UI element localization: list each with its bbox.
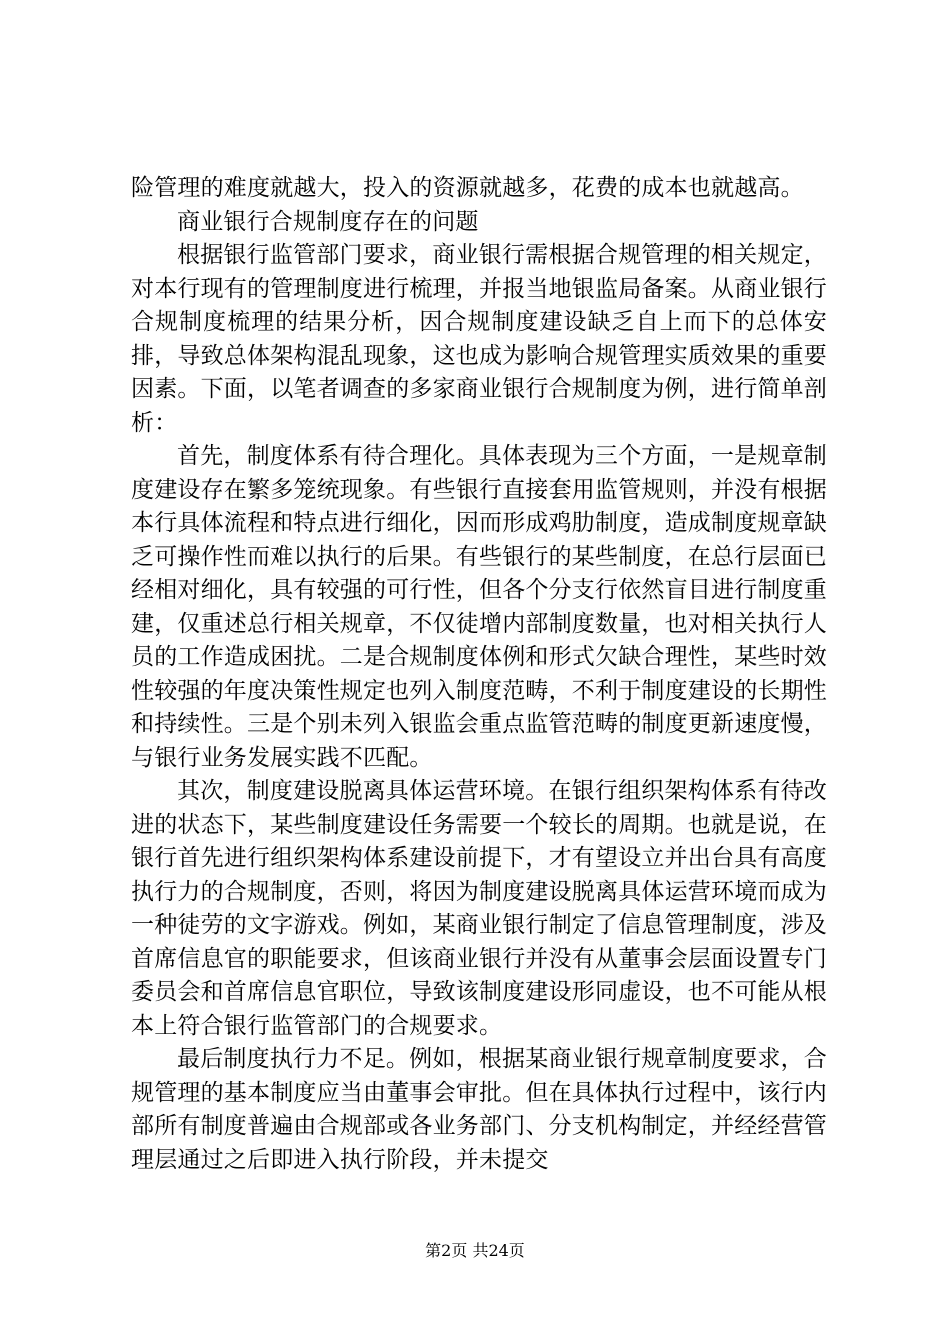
paragraph-first-point: 首先，制度体系有待合理化。具体表现为三个方面，一是规章制度建设存在繁多笼统现象。有些银行直接套用监管规则，并没有根据本行具体流程和特点进行细化，因而形成鸡肋制度，造成制度规章缺乏可操作性而难以执行的后果。有些银行的某些制度，在总行层面已经相对细化，具有较强的可行性，但各个分支行依然盲目进行制度重建，仅重述总行相关规章，不仅徒增内部制度数量，也对相关执行人员的工作造成困扰。二是合规制度体例和形式欠缺合理性，某些时效性较强的年度决策性规定也列入制度范畴，不利于制度建设的长期性和持续性。三是个别未列入银监会重点监管范畴的制度更新速度慢，与银行业务发展实践不匹配。	[131, 443, 827, 771]
paragraph-second-point: 其次，制度建设脱离具体运营环境。在银行组织架构体系有待改进的状态下，某些制度建设任务需要一个较长的周期。也就是说，在银行首先进行组织架构体系建设前提下，才有望设立并出台具有高度执行力的合规制度，否则，将因为制度建设脱离具体运营环境而成为一种徒劳的文字游戏。例如，某商业银行制定了信息管理制度，涉及首席信息官的职能要求，但该商业银行并没有从董事会层面设置专门委员会和首席信息官职位，导致该制度建设形同虚设，也不可能从根本上符合银行监管部门的合规要求。	[131, 778, 827, 1039]
paragraph-third-point: 最后制度执行力不足。例如，根据某商业银行规章制度要求，合规管理的基本制度应当由董事会审批。但在具体执行过程中，该行内部所有制度普遍由合规部或各业务部门、分支机构制定，并经经营管理层通过之后即进入执行阶段，并未提交	[131, 1046, 827, 1173]
document-body	[131, 172, 827, 1177]
paragraph-intro: 根据银行监管部门要求，商业银行需根据合规管理的相关规定，对本行现有的管理制度进行梳理，并报当地银监局备案。从商业银行合规制度梳理的结果分析，因合规制度建设缺乏自上而下的总体安排，导致总体架构混乱现象，这也成为影响合规管理实质效果的重要因素。下面，以笔者调查的多家商业银行合规制度为例，进行简单剖析：	[131, 242, 827, 436]
section-heading: 商业银行合规制度存在的问题	[177, 208, 479, 235]
page-number: 第2页 共24页	[425, 1241, 525, 1260]
paragraph-continuation: 险管理的难度就越大，投入的资源就越多，花费的成本也就越高。	[131, 175, 804, 201]
